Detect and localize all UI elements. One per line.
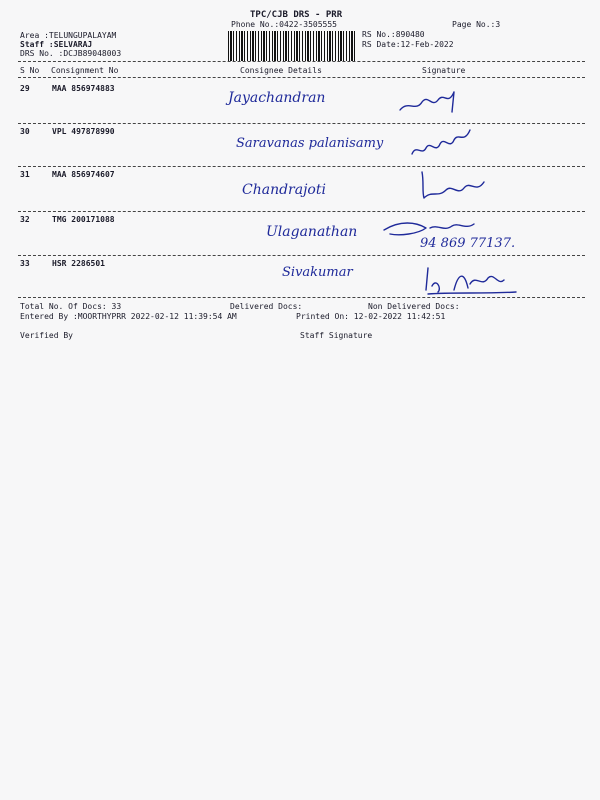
signature-scribble: [424, 264, 524, 296]
entered-by: Entered By :MOORTHYPRR 2022-02-12 11:39:54 AM: [20, 312, 237, 321]
signature-scribble: [410, 124, 480, 160]
signature-scribble: [418, 170, 498, 202]
drs-number: DRS No. :DCJB89048003: [20, 49, 122, 58]
row-sno: 29: [20, 84, 30, 93]
consignee-handwriting: Ulaganathan: [266, 224, 358, 240]
consignee-handwriting: Saravanas palanisamy: [236, 136, 384, 151]
staff-label: Staff :SELVARAJ: [20, 40, 93, 49]
barcode-image: [228, 31, 356, 61]
row-sno: 32: [20, 215, 30, 224]
rs-number: RS No.:890480: [362, 30, 425, 39]
row-sno: 30: [20, 127, 30, 136]
row-consignment: HSR 2286501: [52, 259, 105, 268]
report-title: TPC/CJB DRS - PRR: [250, 10, 343, 20]
signature-scribble: [398, 86, 468, 116]
column-signature: Signature: [422, 66, 466, 75]
row-sno: 33: [20, 259, 30, 268]
phone-number: Phone No.:0422-3505555: [231, 20, 337, 29]
row-divider: [18, 123, 585, 124]
columns-divider: [18, 77, 585, 78]
printed-on: Printed On: 12-02-2022 11:42:51: [296, 312, 446, 321]
delivered-docs: Delivered Docs:: [230, 302, 303, 311]
row-consignment: TMG 200171088: [52, 215, 115, 224]
column-sno: S No: [20, 66, 40, 75]
rs-date: RS Date:12-Feb-2022: [362, 40, 454, 49]
column-consignee: Consignee Details: [240, 66, 322, 75]
non-delivered-docs: Non Delivered Docs:: [368, 302, 460, 311]
total-docs: Total No. Of Docs: 33: [20, 302, 122, 311]
row-consignment: VPL 497878990: [52, 127, 115, 136]
staff-signature: Staff Signature: [300, 331, 373, 340]
row-sno: 31: [20, 170, 30, 179]
row-consignment: MAA 856974607: [52, 170, 115, 179]
header-divider: [18, 61, 585, 62]
phone-handwriting: 94 869 77137.: [420, 236, 516, 251]
page-number: Page No.:3: [452, 20, 501, 29]
row-divider: [18, 211, 585, 212]
column-consignment: Consignment No: [51, 66, 119, 75]
verified-by: Verified By: [20, 331, 73, 340]
consignee-handwriting: Chandrajoti: [242, 182, 326, 198]
area-label: Area :TELUNGUPALAYAM: [20, 31, 117, 40]
row-divider: [18, 255, 585, 256]
consignee-handwriting: Jayachandran: [228, 90, 326, 106]
consignee-handwriting: Sivakumar: [282, 265, 353, 280]
row-divider: [18, 297, 585, 298]
row-divider: [18, 166, 585, 167]
row-consignment: MAA 856974883: [52, 84, 115, 93]
